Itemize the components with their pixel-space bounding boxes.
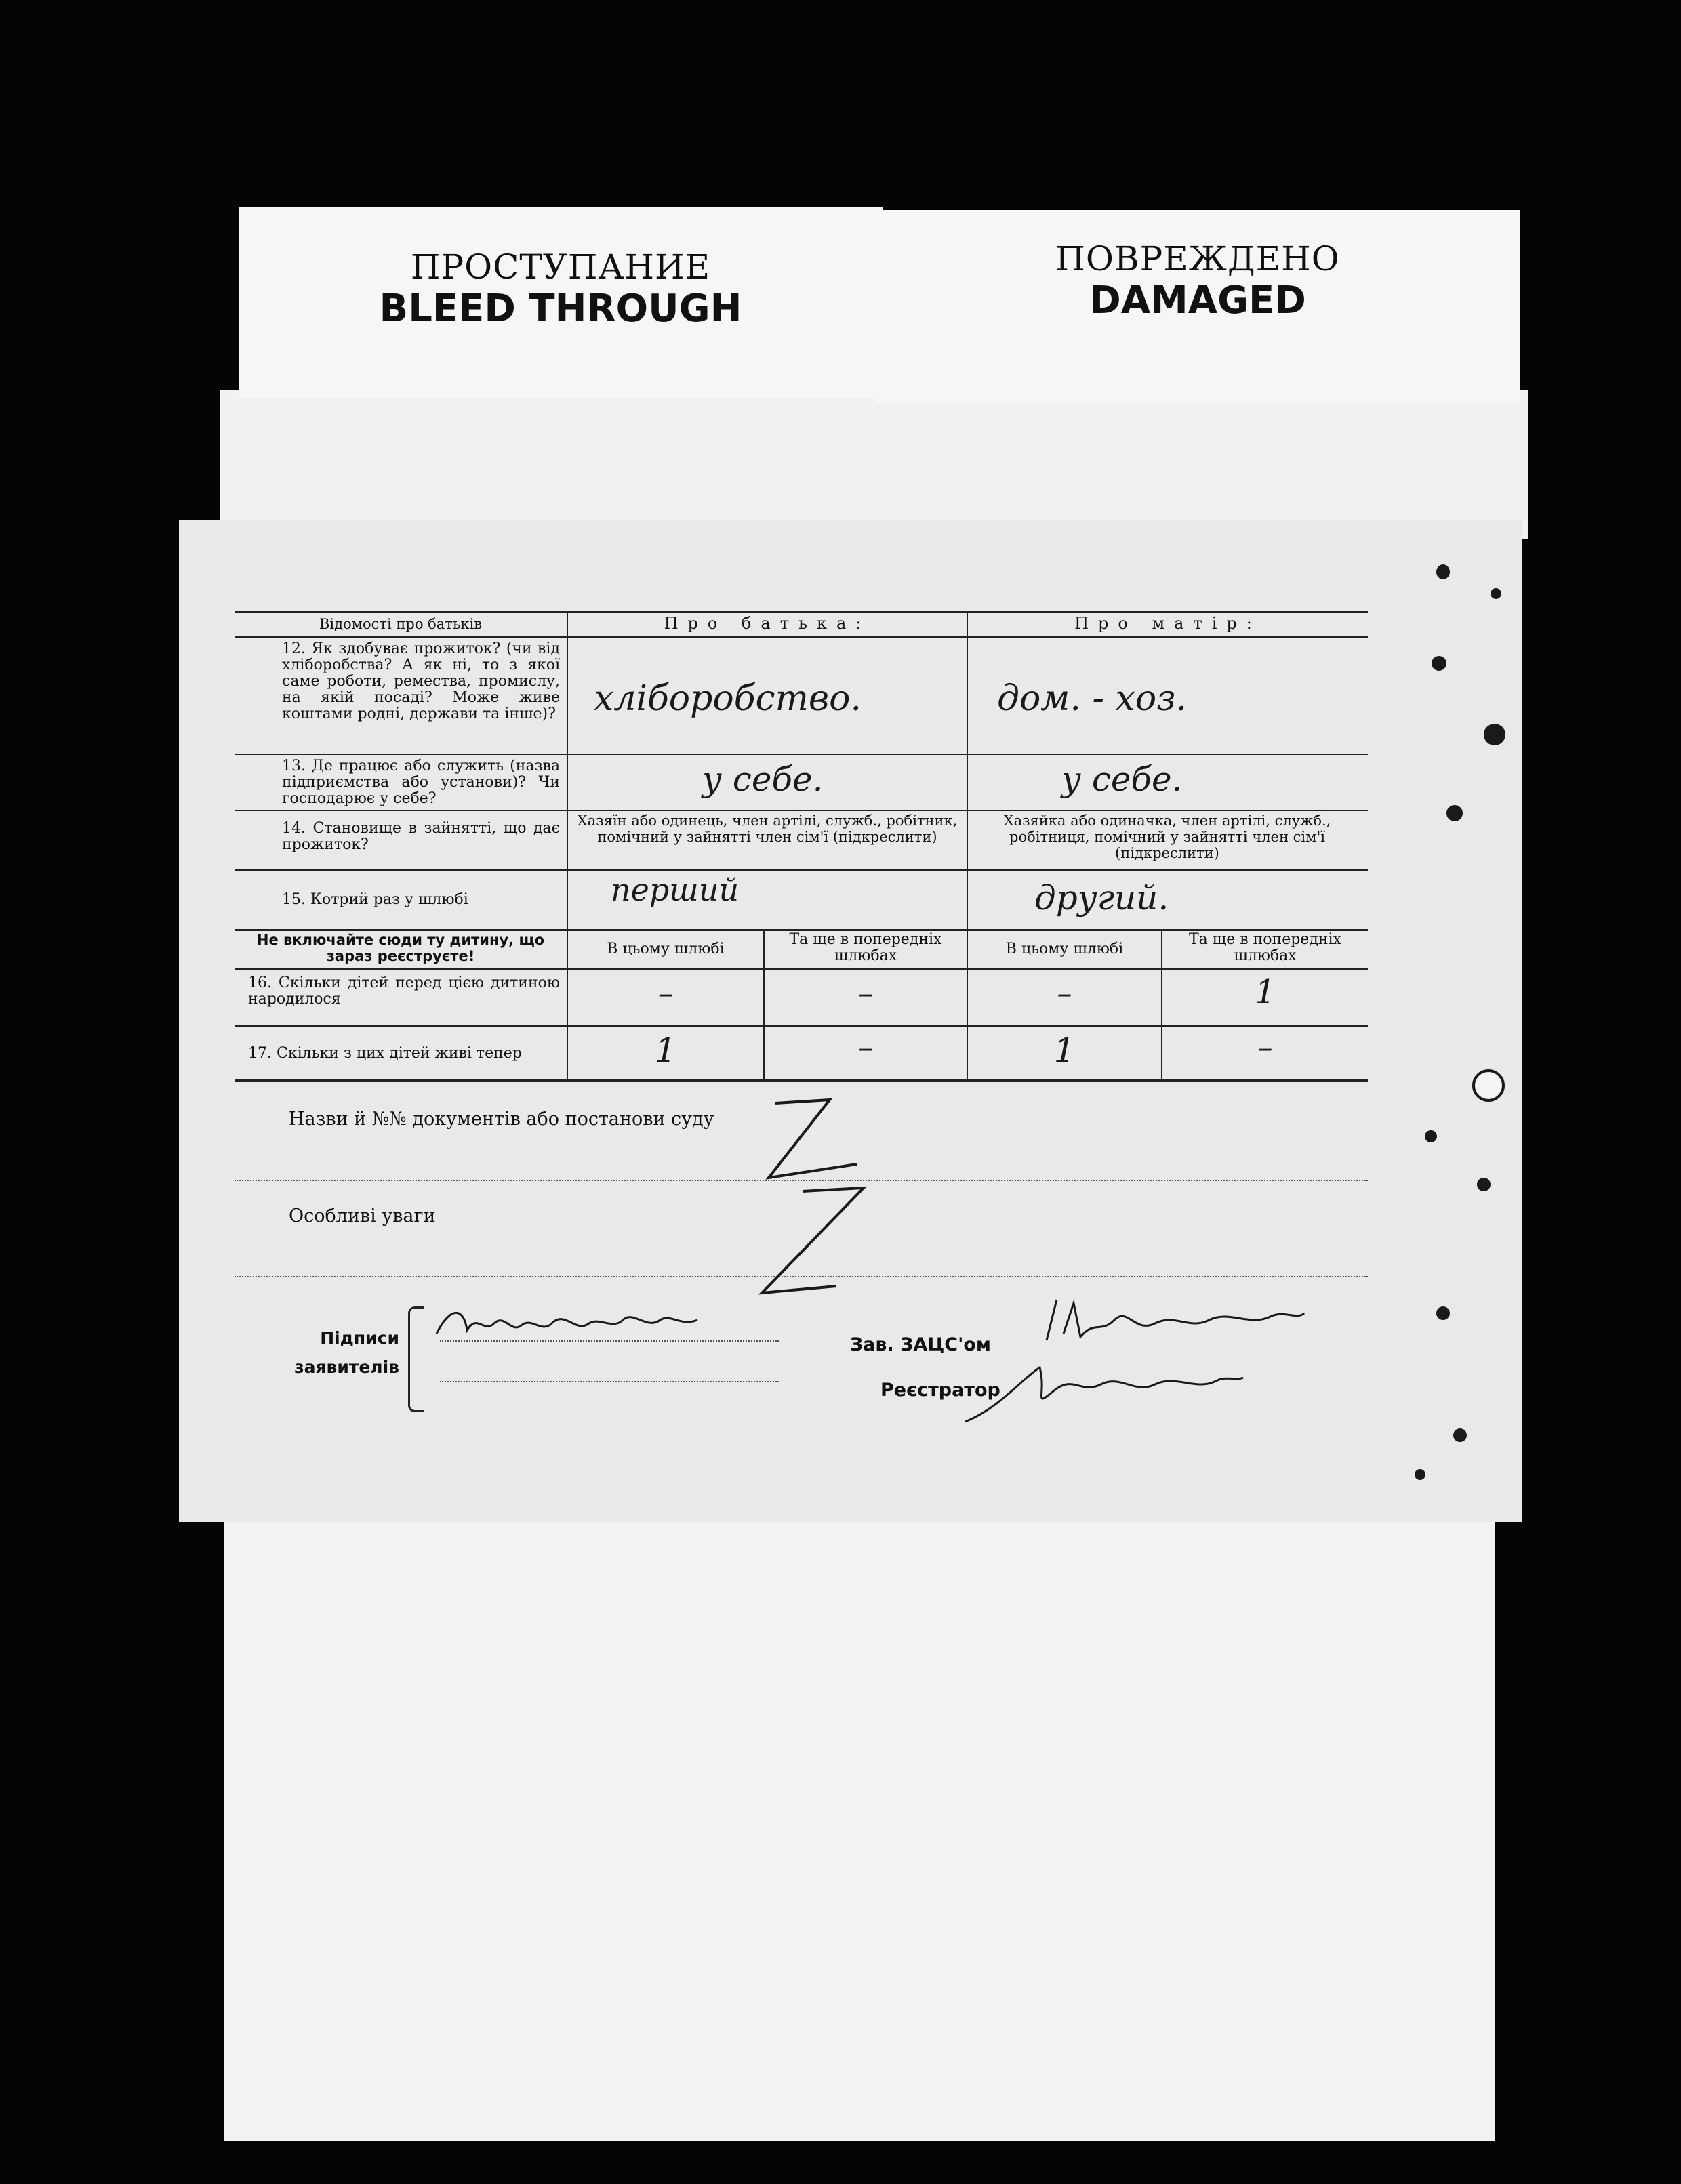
punch-hole (1432, 656, 1446, 671)
q16-father-current: – (658, 976, 673, 1011)
q13-father-answer: у себе. (702, 760, 824, 799)
header-mother: Про матір: (1074, 614, 1261, 633)
punch-hole (1446, 805, 1463, 821)
bleed-through-en: BLEED THROUGH (379, 287, 742, 331)
q13-mother-answer: у себе. (1061, 760, 1183, 799)
mother-current-marriage-header: В цьому шлюбі (1005, 941, 1124, 957)
q15-text: 15. Котрий раз у шлюбі (282, 891, 468, 908)
q14-mother-options: Хазяйка або одиначка, член артілі, служб., робітниця, помічний у зайнятті член сім'ї (підкреслити) (1003, 812, 1331, 861)
q15-father-answer: перший (611, 871, 740, 908)
registrar-signature (958, 1354, 1250, 1428)
signature-line-2 (440, 1381, 779, 1382)
damaged-label (876, 210, 1520, 403)
punch-hole (1484, 724, 1505, 745)
crossed-out-mark (721, 1090, 897, 1313)
punch-hole (1436, 1306, 1450, 1320)
mother-previous-marriages-header: Та ще в попередніх шлюбах (1189, 931, 1341, 964)
notes-label: Особливі уваги (289, 1206, 436, 1227)
q15-mother-answer: другий. (1034, 878, 1169, 918)
bleed-through-label (239, 207, 883, 398)
exclude-note: Не включайте сюди ту дитину, що зараз реєструєте! (256, 932, 545, 964)
q12-father-answer: хліборобство. (594, 678, 862, 719)
punch-hole (1415, 1469, 1425, 1480)
q16-mother-previous: 1 (1255, 973, 1276, 1011)
punch-hole (1477, 1178, 1491, 1191)
damaged-ru: ПОВРЕЖДЕНО (1055, 239, 1340, 279)
zags-head-label: Зав. ЗАЦС'ом (850, 1334, 991, 1355)
q16-father-previous: – (858, 976, 873, 1011)
zags-head-signature (1026, 1293, 1311, 1347)
header-info: Відомості про батьків (319, 616, 483, 632)
q14-father-options: Хазяїн або одинець, член артілі, служб., робітник, помічний у зайнятті член сім'ї (підкреслити) (577, 812, 958, 845)
signatures-label-2: заявителів (294, 1357, 399, 1377)
q17-mother-previous: – (1257, 1031, 1273, 1065)
applicant-signature (430, 1300, 714, 1347)
q12-text: 12. Як здобуває прожиток? (чи від хліборобства? А як ні, то з якої саме роботи, ремества, промислу, на якій посаді? Може живе коштами родні, держави та інше)? (282, 640, 560, 722)
punch-hole (1472, 1069, 1505, 1102)
bleed-through-ru: ПРОСТУПАНИЕ (410, 247, 711, 287)
q13-text: 13. Де працює або служить (назва підприємства або установи)? Чи господарює у себе? (282, 758, 560, 807)
damaged-en: DAMAGED (1089, 279, 1306, 323)
punch-hole (1491, 588, 1501, 599)
registration-form (179, 520, 1522, 1522)
backing-sheet (224, 1464, 1495, 2141)
signatures-label-1: Підписи (320, 1328, 399, 1348)
signature-brace (408, 1306, 424, 1412)
q16-text: 16. Скільки дітей перед цією дитиною народилося (248, 974, 560, 1008)
q14-text: 14. Становище в зайнятті, що дає прожиток? (282, 820, 560, 853)
q12-mother-answer: дом. - хоз. (997, 678, 1188, 719)
q16-mother-current: – (1057, 976, 1072, 1011)
documents-label: Назви й №№ документів або постанови суду (289, 1109, 714, 1130)
punch-hole (1425, 1130, 1437, 1142)
q17-father-previous: – (858, 1031, 873, 1065)
punch-hole (1436, 564, 1450, 579)
father-current-marriage-header: В цьому шлюбі (607, 941, 725, 957)
backing-sheet-top (220, 390, 1528, 539)
header-father: Про батька: (664, 614, 871, 633)
q17-father-current: 1 (655, 1031, 676, 1070)
father-previous-marriages-header: Та ще в попередніх шлюбах (789, 931, 942, 964)
q17-mother-current: 1 (1053, 1031, 1076, 1070)
registrar-label: Реєстратор (880, 1380, 1000, 1401)
punch-hole (1453, 1428, 1467, 1442)
q17-text: 17. Скільки з цих дітей живі тепер (248, 1045, 522, 1062)
